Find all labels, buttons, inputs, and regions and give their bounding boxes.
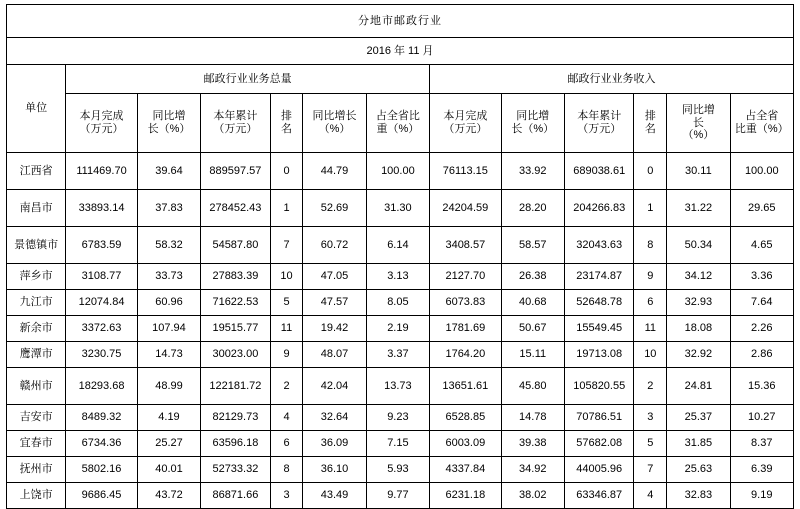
row-unit-label: 九江市 [7, 290, 66, 316]
cell-value: 6734.36 [66, 431, 138, 457]
cell-value: 32.93 [667, 290, 730, 316]
header-unit: 单位 [7, 65, 66, 153]
cell-value: 9.77 [366, 483, 429, 509]
cell-value: 57682.08 [564, 431, 634, 457]
cell-value: 40.01 [137, 457, 200, 483]
cell-value: 19713.08 [564, 342, 634, 368]
cell-value: 9686.45 [66, 483, 138, 509]
page-title: 分地市邮政行业 [7, 5, 794, 38]
cell-value: 100.00 [730, 153, 793, 190]
cell-value: 31.30 [366, 190, 429, 227]
cell-value: 6.39 [730, 457, 793, 483]
cell-value: 6231.18 [430, 483, 502, 509]
cell-value: 6.14 [366, 227, 429, 264]
cell-value: 32.64 [303, 405, 366, 431]
cell-value: 60.72 [303, 227, 366, 264]
cell-value: 25.37 [667, 405, 730, 431]
table-row [7, 342, 794, 368]
cell-value: 1764.20 [430, 342, 502, 368]
cell-value: 19515.77 [201, 316, 271, 342]
header-volume-growth: 同比增 长（%） [137, 94, 200, 153]
cell-value: 111469.70 [66, 153, 138, 190]
table-row [7, 316, 794, 342]
cell-value: 889597.57 [201, 153, 271, 190]
cell-value: 14.73 [137, 342, 200, 368]
cell-value: 6783.59 [66, 227, 138, 264]
cell-value: 33.73 [137, 264, 200, 290]
report-period: 2016 年 11 月 [7, 38, 794, 65]
cell-value: 50.67 [501, 316, 564, 342]
column-header-row [7, 94, 794, 153]
cell-value: 14.78 [501, 405, 564, 431]
cell-value: 52.69 [303, 190, 366, 227]
cell-value: 30.11 [667, 153, 730, 190]
header-revenue-ytd: 本年累计 （万元） [564, 94, 634, 153]
cell-value: 8.05 [366, 290, 429, 316]
cell-value: 2 [270, 368, 303, 405]
cell-value: 3.13 [366, 264, 429, 290]
header-group-revenue: 邮政行业业务收入 [430, 65, 794, 94]
cell-value: 33893.14 [66, 190, 138, 227]
cell-value: 10 [634, 342, 667, 368]
cell-value: 3408.57 [430, 227, 502, 264]
cell-value: 42.04 [303, 368, 366, 405]
cell-value: 44.79 [303, 153, 366, 190]
cell-value: 18293.68 [66, 368, 138, 405]
row-unit-label: 鹰潭市 [7, 342, 66, 368]
row-unit-label: 景德镇市 [7, 227, 66, 264]
group-header-row [7, 65, 794, 94]
cell-value: 4 [634, 483, 667, 509]
header-revenue-month: 本月完成 （万元） [430, 94, 502, 153]
table-row [7, 368, 794, 405]
cell-value: 47.57 [303, 290, 366, 316]
header-volume-ytd-growth: 同比增长 （%） [303, 94, 366, 153]
cell-value: 63596.18 [201, 431, 271, 457]
cell-value: 8 [270, 457, 303, 483]
header-revenue-rank: 排 名 [634, 94, 667, 153]
cell-value: 47.05 [303, 264, 366, 290]
cell-value: 7.64 [730, 290, 793, 316]
cell-value: 82129.73 [201, 405, 271, 431]
cell-value: 60.96 [137, 290, 200, 316]
cell-value: 36.09 [303, 431, 366, 457]
cell-value: 2 [634, 368, 667, 405]
cell-value: 32.92 [667, 342, 730, 368]
cell-value: 9 [634, 264, 667, 290]
row-unit-label: 萍乡市 [7, 264, 66, 290]
header-revenue-share: 占全省 比重（%） [730, 94, 793, 153]
cell-value: 7 [634, 457, 667, 483]
cell-value: 0 [270, 153, 303, 190]
table-row [7, 290, 794, 316]
header-group-volume: 邮政行业业务总量 [66, 65, 430, 94]
cell-value: 5 [270, 290, 303, 316]
cell-value: 2.86 [730, 342, 793, 368]
cell-value: 3.36 [730, 264, 793, 290]
cell-value: 52648.78 [564, 290, 634, 316]
cell-value: 2.26 [730, 316, 793, 342]
cell-value: 43.72 [137, 483, 200, 509]
header-volume-month: 本月完成 （万元） [66, 94, 138, 153]
cell-value: 6073.83 [430, 290, 502, 316]
cell-value: 9.19 [730, 483, 793, 509]
header-volume-ytd: 本年累计 （万元） [201, 94, 271, 153]
cell-value: 6003.09 [430, 431, 502, 457]
cell-value: 36.10 [303, 457, 366, 483]
cell-value: 3372.63 [66, 316, 138, 342]
table-row [7, 457, 794, 483]
cell-value: 12074.84 [66, 290, 138, 316]
row-unit-label: 上饶市 [7, 483, 66, 509]
cell-value: 15.11 [501, 342, 564, 368]
cell-value: 54587.80 [201, 227, 271, 264]
cell-value: 86871.66 [201, 483, 271, 509]
cell-value: 4337.84 [430, 457, 502, 483]
cell-value: 15549.45 [564, 316, 634, 342]
cell-value: 1 [270, 190, 303, 227]
cell-value: 7.15 [366, 431, 429, 457]
cell-value: 4 [270, 405, 303, 431]
row-unit-label: 赣州市 [7, 368, 66, 405]
cell-value: 3.37 [366, 342, 429, 368]
cell-value: 34.92 [501, 457, 564, 483]
cell-value: 11 [634, 316, 667, 342]
table-row [7, 431, 794, 457]
cell-value: 105820.55 [564, 368, 634, 405]
cell-value: 38.02 [501, 483, 564, 509]
table-row [7, 264, 794, 290]
cell-value: 2.19 [366, 316, 429, 342]
period-row [7, 38, 794, 65]
cell-value: 107.94 [137, 316, 200, 342]
row-unit-label: 江西省 [7, 153, 66, 190]
cell-value: 33.92 [501, 153, 564, 190]
table-row [7, 190, 794, 227]
cell-value: 32043.63 [564, 227, 634, 264]
cell-value: 40.68 [501, 290, 564, 316]
header-volume-rank: 排 名 [270, 94, 303, 153]
header-revenue-growth: 同比增 长（%） [501, 94, 564, 153]
cell-value: 37.83 [137, 190, 200, 227]
row-unit-label: 吉安市 [7, 405, 66, 431]
cell-value: 58.57 [501, 227, 564, 264]
cell-value: 44005.96 [564, 457, 634, 483]
cell-value: 58.32 [137, 227, 200, 264]
cell-value: 11 [270, 316, 303, 342]
postal-industry-table [6, 4, 794, 509]
row-unit-label: 南昌市 [7, 190, 66, 227]
cell-value: 13651.61 [430, 368, 502, 405]
cell-value: 25.63 [667, 457, 730, 483]
cell-value: 76113.15 [430, 153, 502, 190]
cell-value: 4.65 [730, 227, 793, 264]
title-row [7, 5, 794, 38]
row-unit-label: 抚州市 [7, 457, 66, 483]
cell-value: 2127.70 [430, 264, 502, 290]
cell-value: 39.38 [501, 431, 564, 457]
cell-value: 9.23 [366, 405, 429, 431]
cell-value: 15.36 [730, 368, 793, 405]
header-revenue-ytd-growth: 同比增 长 （%） [667, 94, 730, 153]
cell-value: 7 [270, 227, 303, 264]
table-row [7, 227, 794, 264]
cell-value: 34.12 [667, 264, 730, 290]
cell-value: 71622.53 [201, 290, 271, 316]
cell-value: 3108.77 [66, 264, 138, 290]
cell-value: 3230.75 [66, 342, 138, 368]
header-volume-share: 占全省比 重（%） [366, 94, 429, 153]
cell-value: 122181.72 [201, 368, 271, 405]
cell-value: 1781.69 [430, 316, 502, 342]
cell-value: 8489.32 [66, 405, 138, 431]
cell-value: 52733.32 [201, 457, 271, 483]
table-row [7, 153, 794, 190]
cell-value: 0 [634, 153, 667, 190]
table-body [7, 5, 794, 509]
cell-value: 5802.16 [66, 457, 138, 483]
cell-value: 25.27 [137, 431, 200, 457]
cell-value: 100.00 [366, 153, 429, 190]
cell-value: 24204.59 [430, 190, 502, 227]
cell-value: 23174.87 [564, 264, 634, 290]
cell-value: 5.93 [366, 457, 429, 483]
cell-value: 10.27 [730, 405, 793, 431]
cell-value: 24.81 [667, 368, 730, 405]
cell-value: 50.34 [667, 227, 730, 264]
cell-value: 8.37 [730, 431, 793, 457]
cell-value: 689038.61 [564, 153, 634, 190]
cell-value: 18.08 [667, 316, 730, 342]
table-row [7, 483, 794, 509]
cell-value: 30023.00 [201, 342, 271, 368]
cell-value: 6528.85 [430, 405, 502, 431]
cell-value: 6 [634, 290, 667, 316]
cell-value: 4.19 [137, 405, 200, 431]
cell-value: 204266.83 [564, 190, 634, 227]
cell-value: 29.65 [730, 190, 793, 227]
cell-value: 3 [634, 405, 667, 431]
cell-value: 63346.87 [564, 483, 634, 509]
cell-value: 48.99 [137, 368, 200, 405]
cell-value: 10 [270, 264, 303, 290]
cell-value: 3 [270, 483, 303, 509]
cell-value: 43.49 [303, 483, 366, 509]
cell-value: 48.07 [303, 342, 366, 368]
cell-value: 31.22 [667, 190, 730, 227]
cell-value: 1 [634, 190, 667, 227]
cell-value: 8 [634, 227, 667, 264]
cell-value: 27883.39 [201, 264, 271, 290]
cell-value: 5 [634, 431, 667, 457]
table-row [7, 405, 794, 431]
cell-value: 9 [270, 342, 303, 368]
cell-value: 31.85 [667, 431, 730, 457]
row-unit-label: 新余市 [7, 316, 66, 342]
row-unit-label: 宜春市 [7, 431, 66, 457]
cell-value: 19.42 [303, 316, 366, 342]
cell-value: 45.80 [501, 368, 564, 405]
cell-value: 32.83 [667, 483, 730, 509]
cell-value: 26.38 [501, 264, 564, 290]
cell-value: 28.20 [501, 190, 564, 227]
cell-value: 70786.51 [564, 405, 634, 431]
cell-value: 6 [270, 431, 303, 457]
cell-value: 39.64 [137, 153, 200, 190]
cell-value: 278452.43 [201, 190, 271, 227]
cell-value: 13.73 [366, 368, 429, 405]
